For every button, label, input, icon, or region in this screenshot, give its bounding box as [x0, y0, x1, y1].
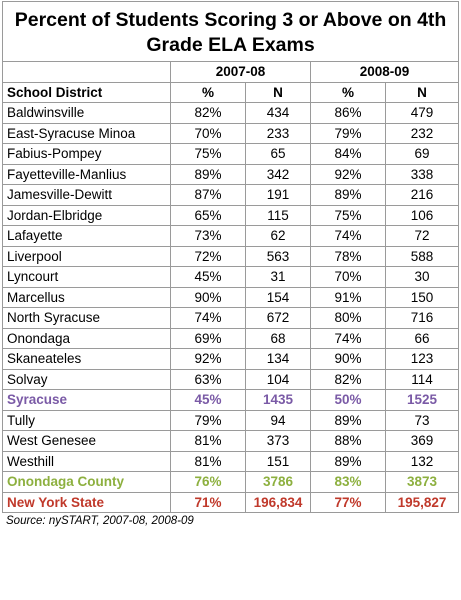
pct-2008-09-cell: 90% [311, 349, 386, 370]
n-2007-08-cell: 1435 [246, 390, 311, 411]
table-row [3, 431, 459, 452]
n-2008-09-cell: 3873 [386, 472, 459, 493]
district-cell: West Genesee [3, 431, 171, 452]
n-2007-08-cell: 151 [246, 451, 311, 472]
pct-2008-09-cell: 78% [311, 246, 386, 267]
n-2007-08-cell: 373 [246, 431, 311, 452]
table-title: Percent of Students Scoring 3 or Above on 4th Grade ELA Exams [3, 2, 459, 62]
n-2008-09-cell: 30 [386, 267, 459, 288]
pct-2008-09-cell: 79% [311, 123, 386, 144]
n-2008-09-cell: 1525 [386, 390, 459, 411]
pct-2008-09-cell: 74% [311, 226, 386, 247]
table-row [3, 185, 459, 206]
year-header-blank [3, 62, 171, 83]
pct-2008-09-cell: 77% [311, 492, 386, 513]
district-cell: Lafayette [3, 226, 171, 247]
ela-results-table [2, 1, 459, 513]
year-header-row [3, 62, 459, 83]
table-row [3, 164, 459, 185]
pct-2007-08-cell: 72% [171, 246, 246, 267]
n-2007-08-cell: 104 [246, 369, 311, 390]
n-2007-08-cell: 191 [246, 185, 311, 206]
district-cell: Tully [3, 410, 171, 431]
n-2008-09-cell: 479 [386, 103, 459, 124]
district-cell: Fabius-Pompey [3, 144, 171, 165]
pct-2007-08-cell: 75% [171, 144, 246, 165]
district-cell: Westhill [3, 451, 171, 472]
pct-2007-08-cell: 63% [171, 369, 246, 390]
pct-2007-08-cell: 45% [171, 267, 246, 288]
n-2008-09-cell: 716 [386, 308, 459, 329]
n-2008-09-cell: 338 [386, 164, 459, 185]
district-cell: Onondaga County [3, 472, 171, 493]
year-header-2008-09: 2008-09 [311, 62, 459, 83]
table-row [3, 144, 459, 165]
pct-2007-08-cell: 71% [171, 492, 246, 513]
n-2007-08-cell: 134 [246, 349, 311, 370]
n-2008-09-cell: 132 [386, 451, 459, 472]
pct-2008-09-cell: 74% [311, 328, 386, 349]
pct-2008-09-cell: 89% [311, 410, 386, 431]
district-cell: New York State [3, 492, 171, 513]
n-2007-08-cell: 563 [246, 246, 311, 267]
pct-2007-08-cell: 73% [171, 226, 246, 247]
table-row [3, 226, 459, 247]
table-row [3, 246, 459, 267]
table-row [3, 390, 459, 411]
district-cell: Syracuse [3, 390, 171, 411]
n-2007-08-cell: 94 [246, 410, 311, 431]
n-2008-09-cell: 588 [386, 246, 459, 267]
district-cell: Skaneateles [3, 349, 171, 370]
n-2008-09-cell: 232 [386, 123, 459, 144]
n-2007-08-cell: 196,834 [246, 492, 311, 513]
pct-2008-09-cell: 89% [311, 185, 386, 206]
column-header-n-2008-09: N [386, 82, 459, 103]
table-row [3, 349, 459, 370]
table-row [3, 123, 459, 144]
pct-2008-09-cell: 89% [311, 451, 386, 472]
table-row [3, 267, 459, 288]
table-container [2, 1, 458, 527]
table-row [3, 308, 459, 329]
n-2008-09-cell: 369 [386, 431, 459, 452]
district-cell: Onondaga [3, 328, 171, 349]
pct-2007-08-cell: 45% [171, 390, 246, 411]
n-2008-09-cell: 150 [386, 287, 459, 308]
n-2007-08-cell: 672 [246, 308, 311, 329]
district-cell: North Syracuse [3, 308, 171, 329]
pct-2008-09-cell: 75% [311, 205, 386, 226]
pct-2007-08-cell: 70% [171, 123, 246, 144]
pct-2007-08-cell: 69% [171, 328, 246, 349]
table-row [3, 328, 459, 349]
pct-2007-08-cell: 89% [171, 164, 246, 185]
n-2008-09-cell: 72 [386, 226, 459, 247]
column-header-pct-2008-09: % [311, 82, 386, 103]
pct-2007-08-cell: 74% [171, 308, 246, 329]
pct-2008-09-cell: 91% [311, 287, 386, 308]
n-2007-08-cell: 62 [246, 226, 311, 247]
source-note: Source: nySTART, 2007-08, 2008-09 [6, 515, 194, 527]
n-2008-09-cell: 195,827 [386, 492, 459, 513]
n-2007-08-cell: 434 [246, 103, 311, 124]
n-2007-08-cell: 233 [246, 123, 311, 144]
n-2008-09-cell: 114 [386, 369, 459, 390]
pct-2008-09-cell: 83% [311, 472, 386, 493]
table-row [3, 472, 459, 493]
pct-2008-09-cell: 70% [311, 267, 386, 288]
pct-2007-08-cell: 87% [171, 185, 246, 206]
n-2008-09-cell: 106 [386, 205, 459, 226]
table-row [3, 451, 459, 472]
n-2007-08-cell: 31 [246, 267, 311, 288]
table-row [3, 410, 459, 431]
pct-2007-08-cell: 76% [171, 472, 246, 493]
table-row [3, 205, 459, 226]
column-header-n-2007-08: N [246, 82, 311, 103]
pct-2008-09-cell: 80% [311, 308, 386, 329]
n-2007-08-cell: 3786 [246, 472, 311, 493]
pct-2007-08-cell: 81% [171, 431, 246, 452]
pct-2007-08-cell: 90% [171, 287, 246, 308]
pct-2008-09-cell: 88% [311, 431, 386, 452]
pct-2007-08-cell: 65% [171, 205, 246, 226]
n-2008-09-cell: 123 [386, 349, 459, 370]
n-2008-09-cell: 66 [386, 328, 459, 349]
district-cell: Fayetteville-Manlius [3, 164, 171, 185]
pct-2008-09-cell: 84% [311, 144, 386, 165]
n-2007-08-cell: 342 [246, 164, 311, 185]
year-header-2007-08: 2007-08 [171, 62, 311, 83]
district-cell: East-Syracuse Minoa [3, 123, 171, 144]
pct-2008-09-cell: 86% [311, 103, 386, 124]
pct-2008-09-cell: 92% [311, 164, 386, 185]
n-2007-08-cell: 115 [246, 205, 311, 226]
n-2008-09-cell: 216 [386, 185, 459, 206]
column-header-row [3, 82, 459, 103]
title-row [3, 2, 459, 62]
table-row [3, 492, 459, 513]
district-cell: Liverpool [3, 246, 171, 267]
district-cell: Jordan-Elbridge [3, 205, 171, 226]
pct-2007-08-cell: 81% [171, 451, 246, 472]
pct-2007-08-cell: 92% [171, 349, 246, 370]
district-cell: Solvay [3, 369, 171, 390]
pct-2007-08-cell: 82% [171, 103, 246, 124]
n-2008-09-cell: 69 [386, 144, 459, 165]
n-2007-08-cell: 65 [246, 144, 311, 165]
pct-2007-08-cell: 79% [171, 410, 246, 431]
district-cell: Baldwinsville [3, 103, 171, 124]
table-row [3, 369, 459, 390]
table-row [3, 287, 459, 308]
column-header-pct-2007-08: % [171, 82, 246, 103]
n-2008-09-cell: 73 [386, 410, 459, 431]
district-cell: Marcellus [3, 287, 171, 308]
pct-2008-09-cell: 50% [311, 390, 386, 411]
n-2007-08-cell: 68 [246, 328, 311, 349]
district-cell: Jamesville-Dewitt [3, 185, 171, 206]
column-header-district: School District [3, 82, 171, 103]
pct-2008-09-cell: 82% [311, 369, 386, 390]
district-cell: Lyncourt [3, 267, 171, 288]
n-2007-08-cell: 154 [246, 287, 311, 308]
table-row [3, 103, 459, 124]
